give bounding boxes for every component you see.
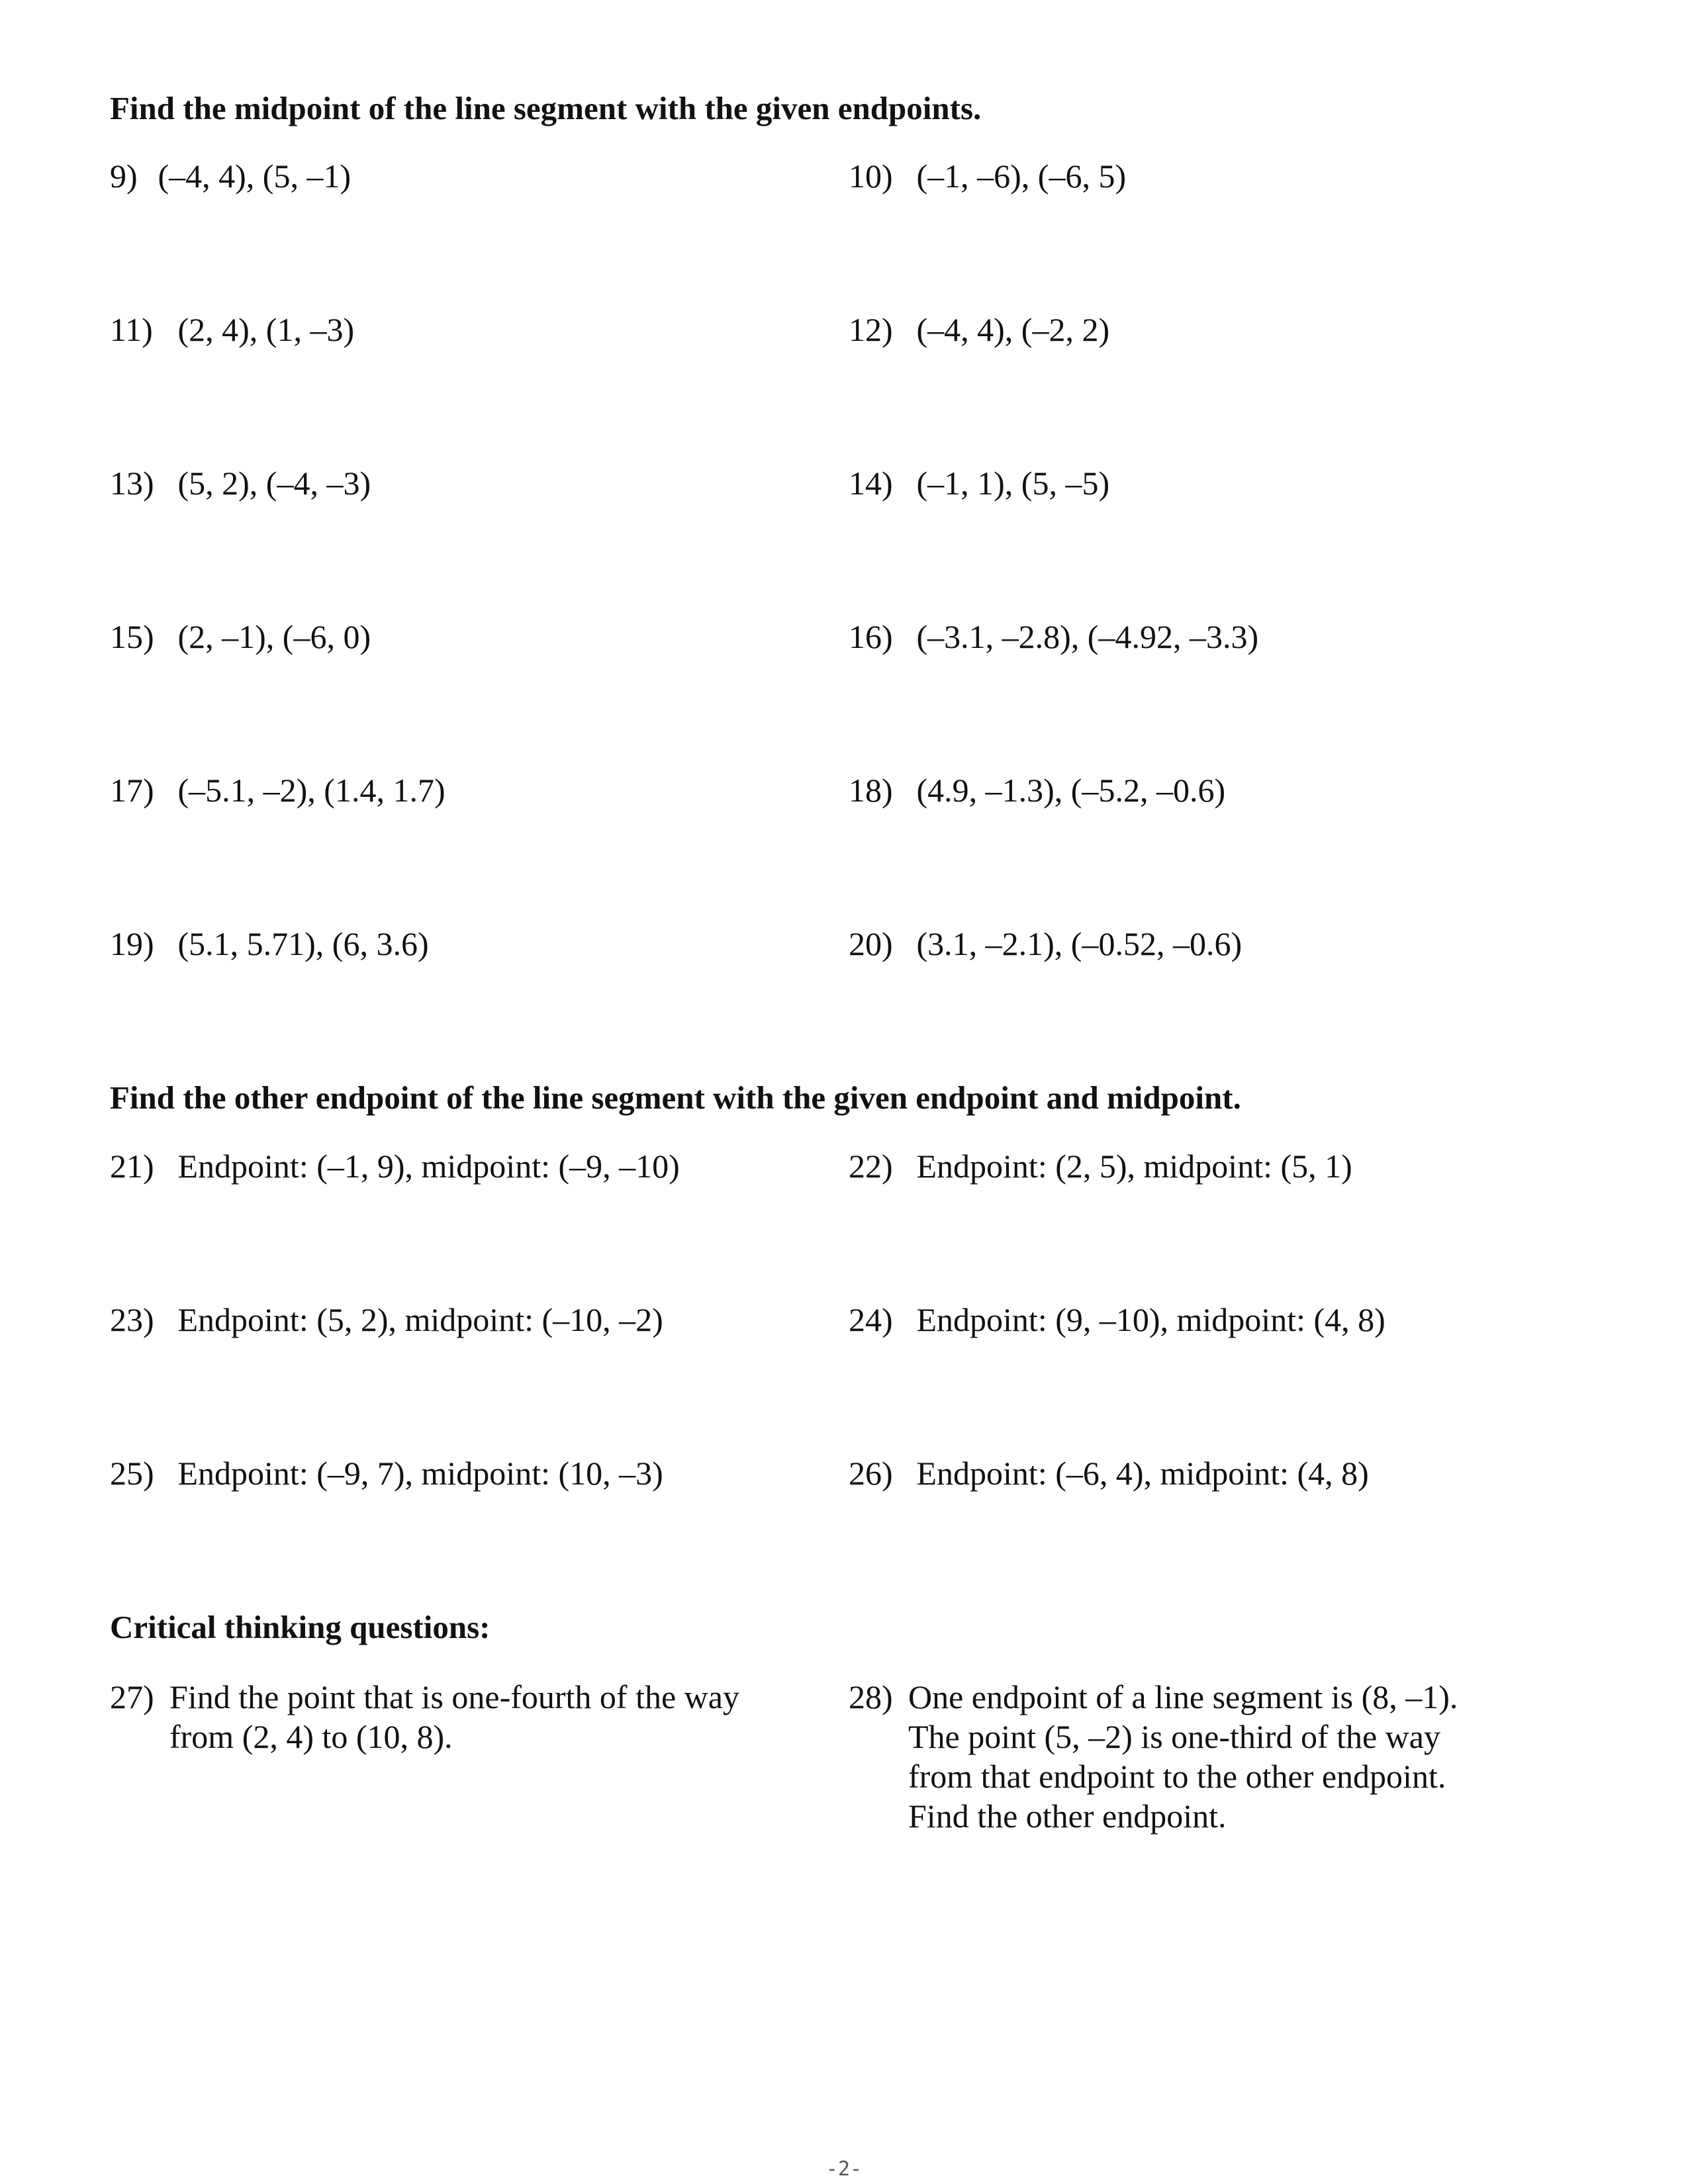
problem-number: 20) (849, 925, 893, 962)
problem-text: Endpoint: (–9, 7), midpoint: (10, –3) (177, 1455, 663, 1492)
problem-23 (110, 1300, 663, 1340)
problem-number: 18) (849, 772, 893, 809)
section-heading-midpoint: Find the midpoint of the line segment with the given endpoints. (110, 90, 982, 126)
problem-20 (849, 924, 1242, 964)
problem-text: (2, –1), (–6, 0) (177, 618, 371, 655)
problem-line: The point (5, –2) is one-third of the way (908, 1718, 1440, 1755)
problem-text: (–1, 1), (5, –5) (916, 465, 1110, 502)
problem-14 (849, 463, 1109, 503)
problem-number: 24) (849, 1301, 893, 1338)
problem-9 (110, 156, 351, 196)
problem-24 (849, 1300, 1385, 1340)
problem-line: One endpoint of a line segment is (8, –1). (908, 1678, 1458, 1715)
problem-number: 16) (849, 618, 893, 655)
problem-number: 17) (110, 772, 154, 809)
problem-25 (110, 1453, 663, 1493)
problem-11 (110, 310, 354, 349)
problem-text: Endpoint: (9, –10), midpoint: (4, 8) (916, 1301, 1385, 1338)
problem-number: 12) (849, 311, 893, 348)
problem-number: 11) (110, 311, 153, 348)
problem-12 (849, 310, 1109, 349)
problem-10 (849, 156, 1126, 196)
problem-text: (3.1, –2.1), (–0.52, –0.6) (916, 925, 1243, 962)
problem-text: (5.1, 5.71), (6, 3.6) (177, 925, 429, 962)
problem-text (169, 1677, 739, 1756)
problem-text (908, 1677, 1458, 1836)
problem-text: (–3.1, –2.8), (–4.92, –3.3) (916, 618, 1259, 655)
problem-number: 27) (110, 1678, 154, 1715)
problem-number: 14) (849, 465, 893, 502)
problem-number: 19) (110, 925, 154, 962)
problem-16 (849, 617, 1258, 657)
problem-number: 28) (849, 1678, 893, 1715)
problem-18 (849, 770, 1225, 810)
problem-19 (110, 924, 429, 964)
problem-number: 13) (110, 465, 154, 502)
problem-line: from (2, 4) to (10, 8). (169, 1718, 453, 1755)
problem-text: (–4, 4), (5, –1) (158, 158, 352, 195)
problem-22 (849, 1146, 1352, 1186)
problem-text: (4.9, –1.3), (–5.2, –0.6) (916, 772, 1226, 809)
problem-number: 10) (849, 158, 893, 195)
section-heading-endpoint: Find the other endpoint of the line segment with the given endpoint and midpoint. (110, 1079, 1241, 1116)
problem-number: 26) (849, 1455, 893, 1492)
problem-text: (–5.1, –2), (1.4, 1.7) (177, 772, 445, 809)
problem-number: 9) (110, 158, 138, 195)
problem-number: 22) (849, 1148, 893, 1185)
problem-number: 15) (110, 618, 154, 655)
problem-15 (110, 617, 371, 657)
problem-text: (–4, 4), (–2, 2) (916, 311, 1110, 348)
page-number: -2- (825, 2158, 863, 2181)
section-heading-critical: Critical thinking questions: (110, 1609, 491, 1645)
problem-number: 23) (110, 1301, 154, 1338)
problem-text: Endpoint: (5, 2), midpoint: (–10, –2) (177, 1301, 663, 1338)
problem-21 (110, 1146, 680, 1186)
problem-text: (2, 4), (1, –3) (177, 311, 355, 348)
problem-number: 21) (110, 1148, 154, 1185)
problem-line: Find the other endpoint. (908, 1797, 1227, 1835)
problem-17 (110, 770, 445, 810)
problem-number: 25) (110, 1455, 154, 1492)
problem-text: Endpoint: (2, 5), midpoint: (5, 1) (916, 1148, 1352, 1185)
problem-text: (5, 2), (–4, –3) (177, 465, 371, 502)
problem-13 (110, 463, 371, 503)
problem-line: from that endpoint to the other endpoint. (908, 1758, 1446, 1795)
problem-text: Endpoint: (–6, 4), midpoint: (4, 8) (916, 1455, 1369, 1492)
problem-26 (849, 1453, 1369, 1493)
problem-text: Endpoint: (–1, 9), midpoint: (–9, –10) (177, 1148, 680, 1185)
problem-text: (–1, –6), (–6, 5) (916, 158, 1127, 195)
problem-line: Find the point that is one-fourth of the way (169, 1678, 739, 1715)
